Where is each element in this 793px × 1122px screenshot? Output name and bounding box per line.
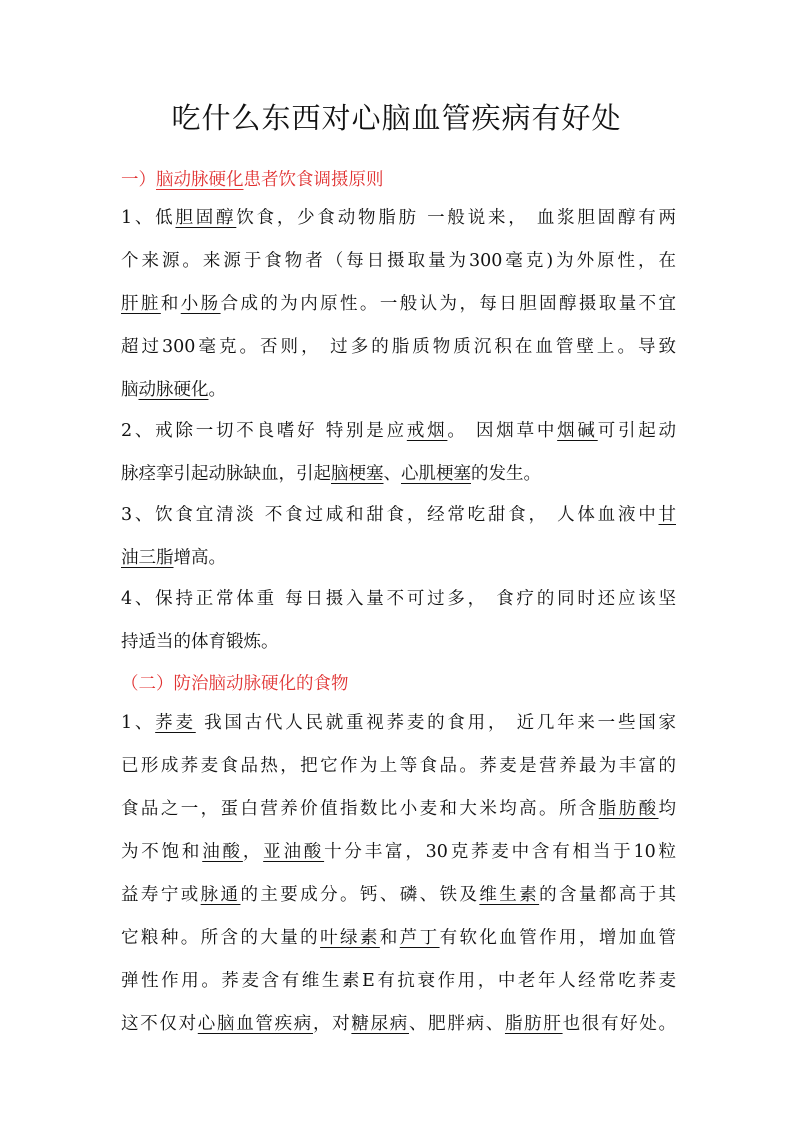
link-戒烟[interactable]: 戒烟 [406,421,448,441]
paragraph-line: 弹性作用。荞麦含有维生素E有抗衰作用，中老年人经常吃荞麦 [121,971,676,991]
paragraph-line: 1、荞麦 我国古代人民就重视荞麦的食用， 近几年来一些国家 [121,713,677,733]
link-心脑血管疾病[interactable]: 心脑血管疾病 [197,1014,313,1034]
paragraph-line: 脉痉挛引起动脉缺血，引起脑梗塞、心肌梗塞的发生。 [121,464,541,484]
link-亚油酸[interactable]: 亚油酸 [263,842,325,862]
link-动脉硬化[interactable]: 动脉硬化 [138,380,209,400]
paragraph-line: 油三脂增高。 [121,548,226,568]
paragraph-line: 这不仅对心脑血管疾病，对糖尿病、肥胖病、脂肪肝也很有好处。 [121,1014,677,1034]
paragraph-line: 益寿宁或脉通的主要成分。钙、磷、铁及维生素的含量都高于其 [121,885,677,905]
link-糖尿病[interactable]: 糖尿病 [351,1014,409,1034]
link-脂肪酸[interactable]: 脂肪酸 [598,799,659,819]
page-title: 吃什么东西对心脑血管疾病有好处 [171,101,622,135]
paragraph-line: 它粮种。所含的大量的叶绿素和芦丁有软化血管作用，增加血管 [121,928,677,948]
link-脉通[interactable]: 脉通 [200,885,241,905]
link-肝脏[interactable]: 肝脏 [121,294,161,314]
link-心肌梗塞[interactable]: 心肌梗塞 [401,464,471,484]
link-叶绿素[interactable]: 叶绿素 [320,928,380,948]
paragraph-line: 肝脏和小肠合成的为内原性。一般认为，每日胆固醇摄取量不宜 [121,294,677,314]
link-胆固醇[interactable]: 胆固醇 [175,208,237,228]
paragraph-line: 持适当的体育锻炼。 [121,632,279,652]
link-甘油三脂[interactable]: 油三脂 [121,548,174,568]
section-heading-2: （二）防治脑动脉硬化的食物 [121,674,349,694]
paragraph-line: 3、饮食宜清淡 不食过咸和甜食，经常吃甜食， 人体血液中甘 [121,505,676,525]
paragraph-line: 2、戒除一切不良嗜好 特别是应戒烟。 因烟草中烟碱可引起动 [121,421,677,441]
link-小肠[interactable]: 小肠 [180,294,221,314]
link-烟碱[interactable]: 烟碱 [557,421,598,441]
link-脂肪肝[interactable]: 脂肪肝 [504,1014,563,1034]
paragraph-line: 超过300毫克。否则， 过多的脂质物质沉积在血管壁上。导致 [121,337,676,357]
paragraph-line: 4、保持正常体重 每日摄入量不可过多， 食疗的同时还应该坚 [121,589,676,609]
link-甘油三脂[interactable]: 甘 [658,505,676,525]
section-heading-1: 一）脑动脉硬化患者饮食调摄原则 [121,170,384,190]
link-脑动脉硬化[interactable]: 脑动脉硬化 [156,170,244,190]
link-芦丁[interactable]: 芦丁 [399,928,440,948]
link-油酸[interactable]: 油酸 [202,842,243,862]
paragraph-line: 食品之一，蛋白营养价值指数比小麦和大米均高。所含脂肪酸均 [121,799,677,819]
paragraph-line: 已形成荞麦食品热，把它作为上等食品。荞麦是营养最为丰富的 [121,756,676,776]
paragraph-line: 脑动脉硬化。 [121,380,226,400]
paragraph-line: 个来源。来源于食物者（每日摄取量为300毫克)为外原性，在 [121,251,676,271]
link-荞麦[interactable]: 荞麦 [155,713,196,733]
paragraph-line: 为不饱和油酸，亚油酸十分丰富，30克荞麦中含有相当于10粒 [121,842,677,862]
link-维生素[interactable]: 维生素 [479,885,540,905]
link-脑梗塞[interactable]: 脑梗塞 [331,464,384,484]
paragraph-line: 1、低胆固醇饮食，少食动物脂肪 一般说来， 血浆胆固醇有两 [121,208,677,228]
